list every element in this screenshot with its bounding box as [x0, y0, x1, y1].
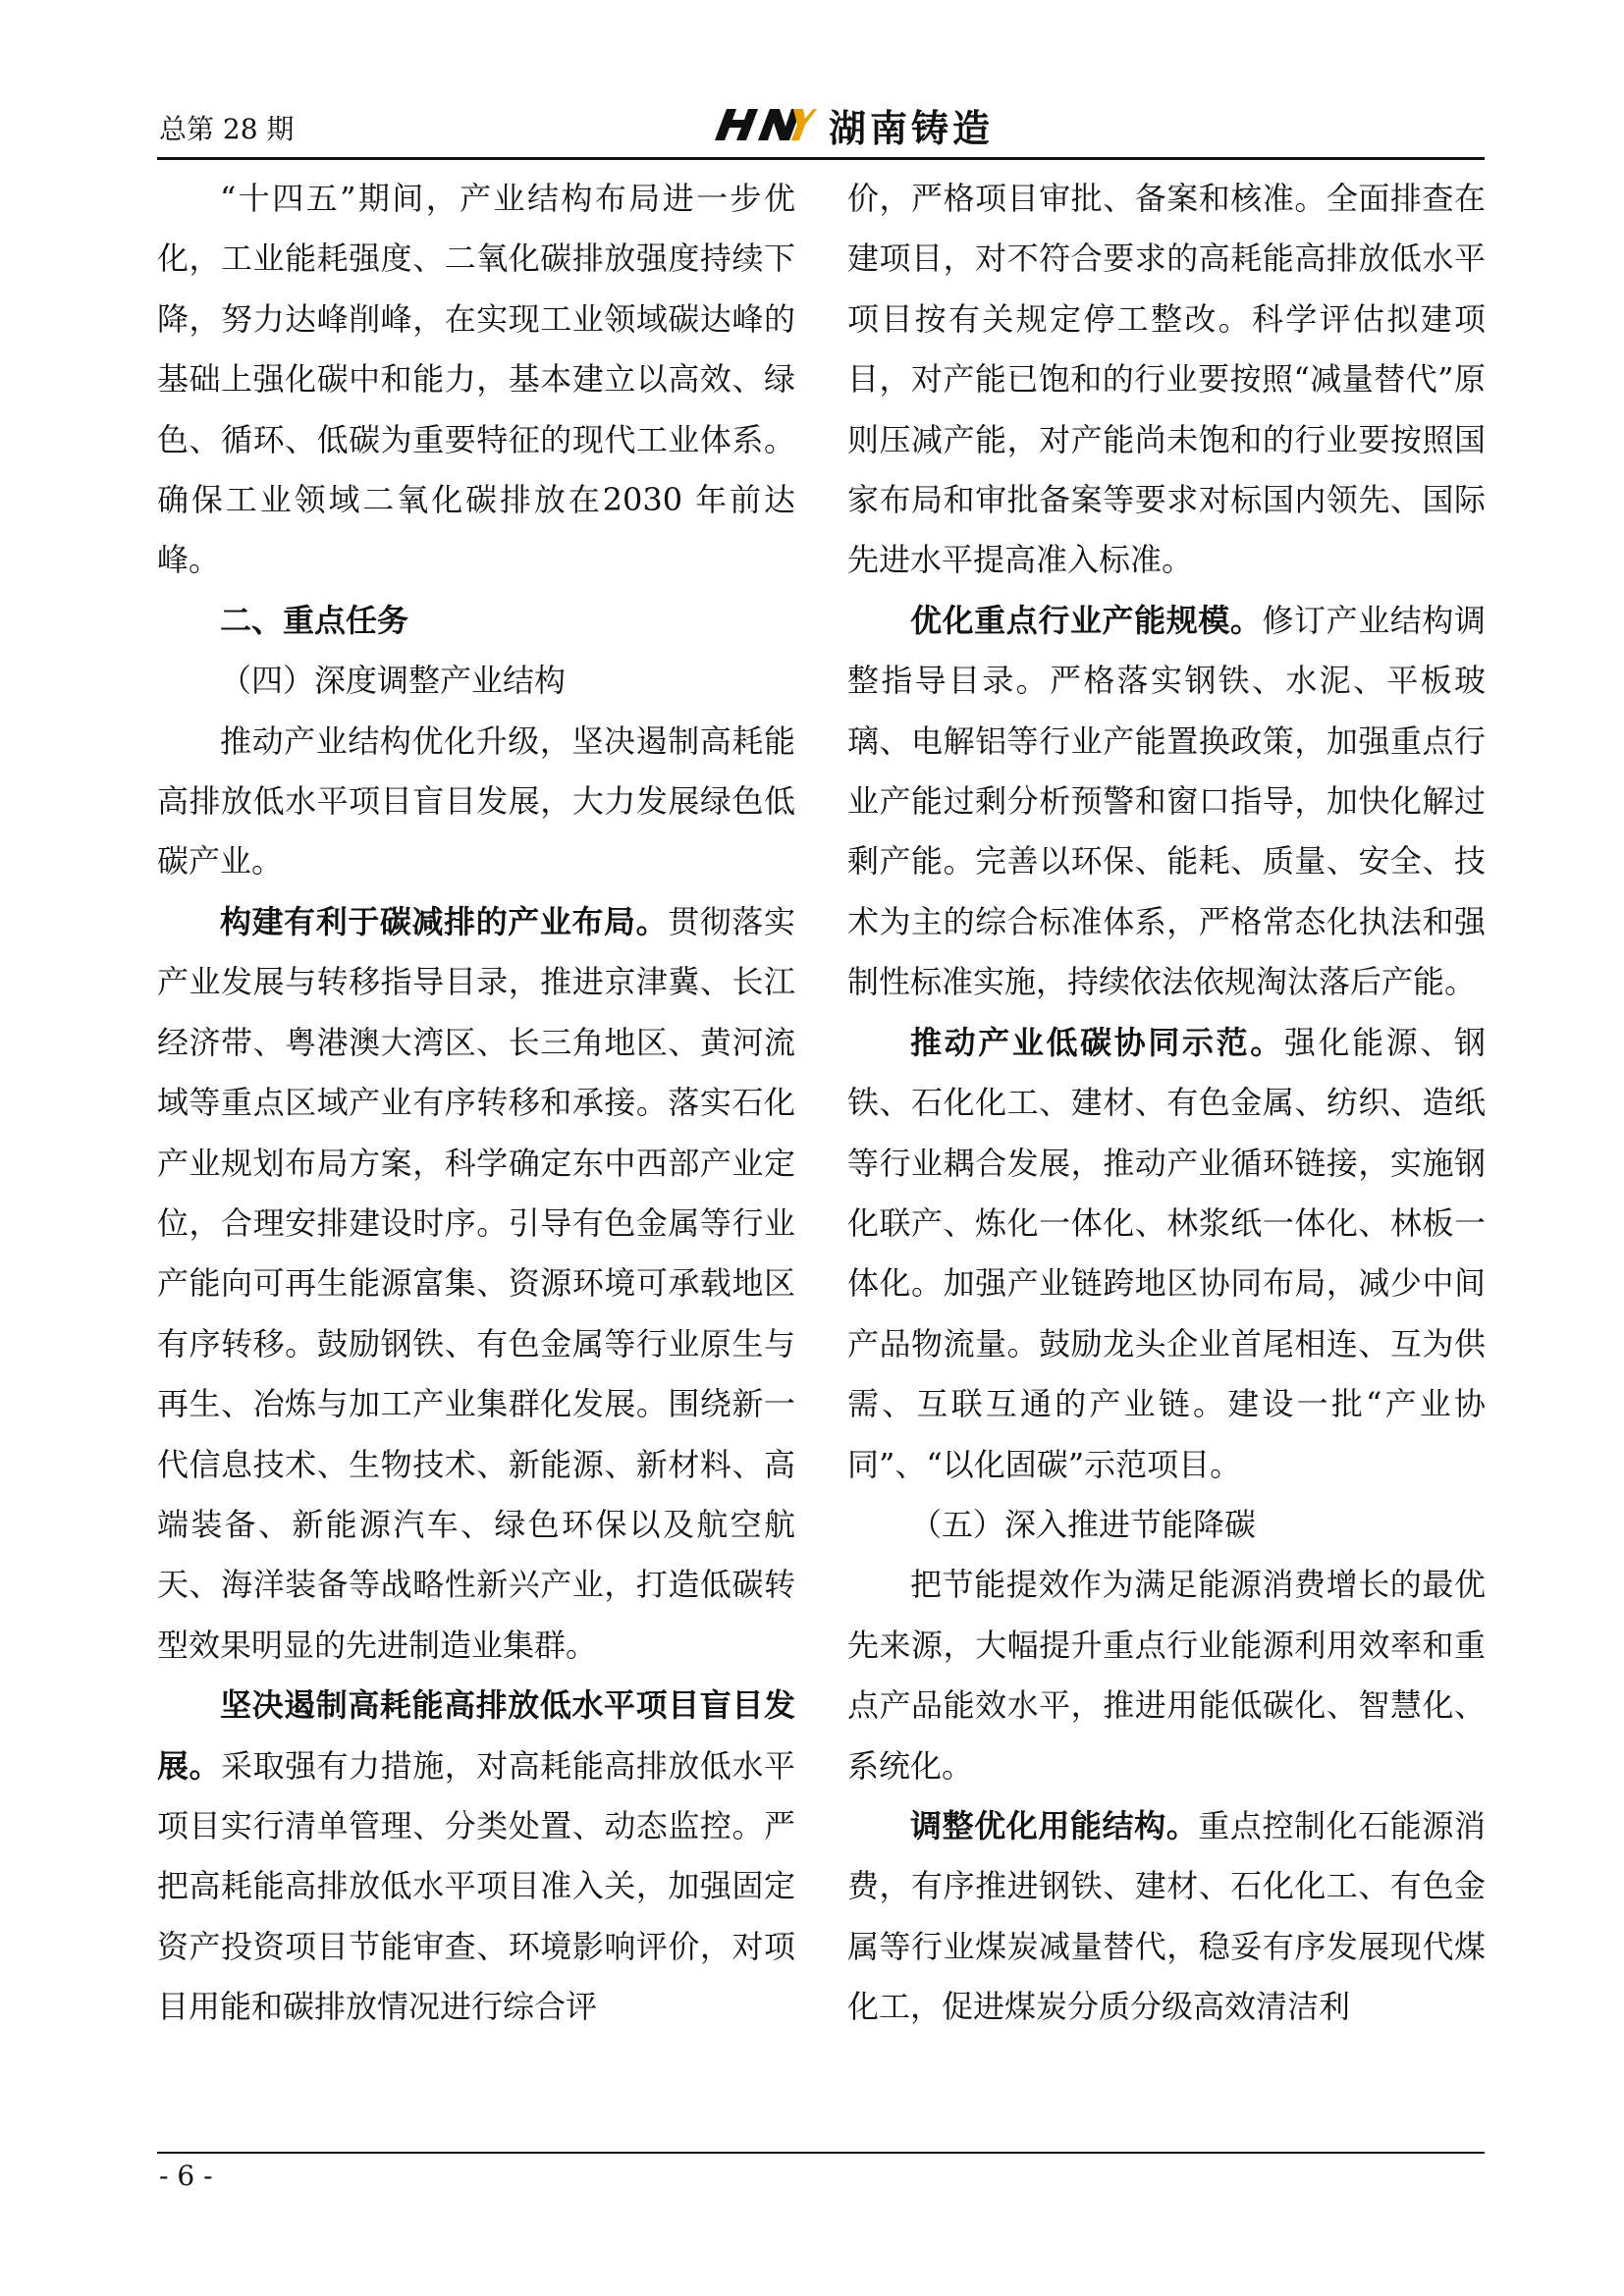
paragraph-lead: 推动产业低碳协同示范。 [910, 1023, 1284, 1061]
paragraph-body: 重点控制化石能源消费，有序推进钢铁、建材、石化化工、有色金属等行业煤炭减量替代，稳妥有序发展现代煤化工，促进煤炭分质分级高效清洁利 [847, 1806, 1486, 2026]
section-heading: 二、重点任务 [220, 601, 409, 639]
subsection-heading: （四）深度调整产业结构 [220, 662, 567, 700]
page-number: - 6 - [159, 2160, 213, 2192]
footer-rule [157, 2152, 1485, 2154]
paragraph-lead: 坚决遏制高耗能高排放低水平项目盲目发展。 [157, 1686, 795, 1785]
journal-name: 湖南铸造 [829, 106, 995, 150]
paragraph [847, 1013, 1486, 1495]
paragraph-body: 修订产业结构调整指导目录。严格落实钢铁、水泥、平板玻璃、电解铝等行业产能置换政策，加强重点行业产能过剩分析预警和窗口指导，加快化解过剩产能。完善以环保、能耗、质量、安全、技术为主的综合标准体系，严格常态化执法和强制性标准实施，持续依法依规淘汰落后产能。 [847, 601, 1486, 1001]
header-rule [157, 157, 1485, 160]
paragraph-body: 贯彻落实产业发展与转移指导目录，推进京津冀、长江经济带、粤港澳大湾区、长三角地区、黄河流域等重点区域产业有序转移和承接。落实石化产业规划布局方案，科学确定东中西部产业定位，合理安排建设时序。引导有色金属等行业产能向可再生能源富集、资源环境可承载地区有序转移。鼓励钢铁、有色金属等行业原生与再生、冶炼与加工产业集群化发展。围绕新一代信息技术、生物技术、新能源、新材料、高端装备、新能源汽车、绿色环保以及航空航天、海洋装备等战略性新兴产业，打造低碳转型效果明显的先进制造业集群。 [157, 902, 795, 1664]
paragraph: 推动产业结构优化升级，坚决遏制高耗能高排放低水平项目盲目发展，大力发展绿色低碳产业。 [157, 721, 795, 881]
paragraph-body: 强化能源、钢铁、石化化工、建材、有色金属、纺织、造纸等行业耦合发展，推动产业循环链接，实施钢化联产、炼化一体化、林浆纸一体化、林板一体化。加强产业链跨地区协同布局，减少中间产品物流量。鼓励龙头企业首尾相连、互为供需、互联互通的产业链。建设一批“产业协同”、“以化固碳”示范项目。 [847, 1023, 1486, 1483]
paragraph: “十四五”期间，产业结构布局进一步优化，工业能耗强度、二氧化碳排放强度持续下降，努力达峰削峰，在实现工业领域碳达峰的基础上强化碳中和能力，基本建立以高效、绿色、循环、低碳为重要特征的现代工业体系。确保工业领域二氧化碳排放在2030 年前达峰。 [157, 180, 795, 579]
right-column [847, 169, 1486, 2038]
subsection-heading: （五）深入推进节能降碳 [910, 1505, 1257, 1543]
paragraph-lead: 构建有利于碳减排的产业布局。 [220, 902, 669, 940]
paragraph-lead: 调整优化用能结构。 [910, 1806, 1199, 1844]
paragraph [847, 1796, 1486, 2038]
paragraph: 把节能提效作为满足能源消费增长的最优先来源，大幅提升重点行业能源利用效率和重点产品能效水平，推进用能低碳化、智慧化、系统化。 [847, 1566, 1486, 1785]
journal-logo [707, 102, 995, 150]
paragraph [157, 1676, 795, 2037]
paragraph [847, 591, 1486, 1013]
paragraph [157, 892, 795, 1676]
issue-label: 总第 28 期 [159, 113, 295, 145]
hny-logo-icon [707, 105, 817, 144]
paragraph-body: 采取强有力措施，对高耗能高排放低水平项目实行清单管理、分类处置、动态监控。严把高耗能高排放低水平项目准入关，加强固定资产投资项目节能审查、环境影响评价，对项目用能和碳排放情况进行综合评 [157, 1746, 795, 2026]
paragraph: 价，严格项目审批、备案和核准。全面排查在建项目，对不符合要求的高耗能高排放低水平项目按有关规定停工整改。科学评估拟建项目，对产能已饱和的行业要按照“减量替代”原则压减产能，对产能尚未饱和的行业要按照国家布局和审批备案等要求对标国内领先、国际先进水平提高准入标准。 [847, 180, 1486, 579]
paragraph-lead: 优化重点行业产能规模。 [910, 601, 1263, 639]
left-column [157, 169, 795, 2038]
